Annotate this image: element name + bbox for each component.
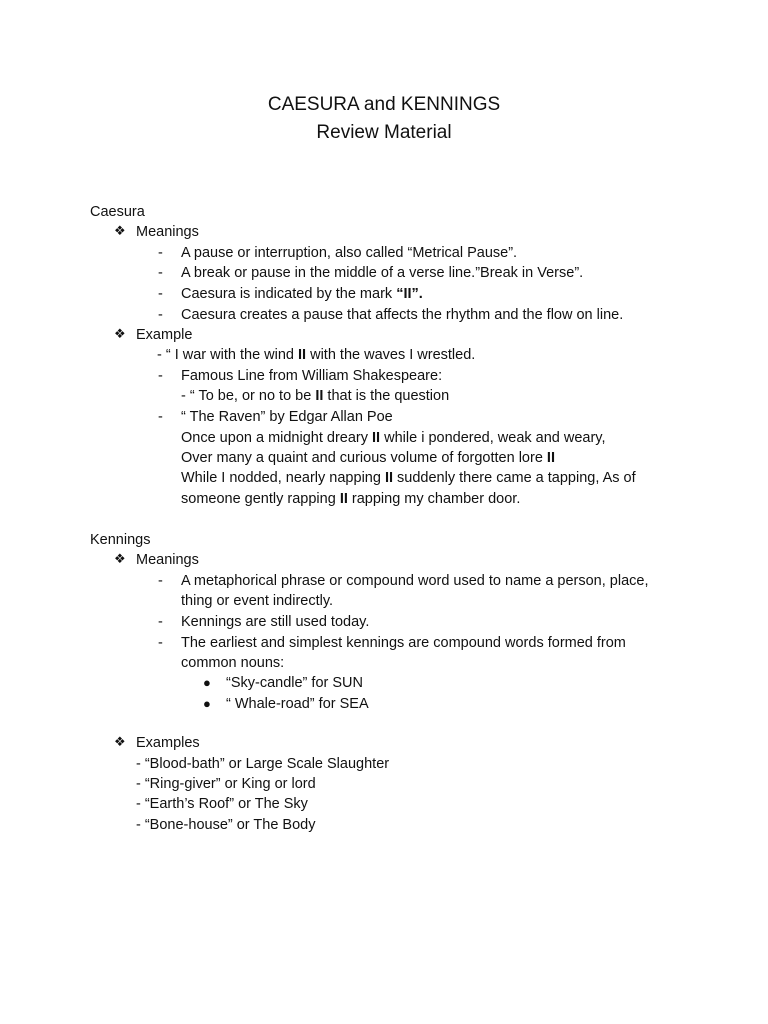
caesura-heading: Caesura xyxy=(90,204,145,220)
kenning-bullet-1: “Sky-candle” for SUN xyxy=(226,675,363,691)
raven-line-4: someone gently rapping II rapping my chamber door. xyxy=(181,491,521,507)
kennings-meaning-3b: common nouns: xyxy=(181,655,285,671)
diamond-bullet-icon: ❖ xyxy=(114,326,126,341)
dash-bullet: - xyxy=(158,265,163,281)
caesura-meaning-1: A pause or interruption, also called “Metrical Pause”. xyxy=(181,245,518,261)
round-bullet-icon: ● xyxy=(203,696,211,711)
dash-bullet: - xyxy=(158,368,163,384)
kenning-example-3: - “Earth’s Roof” or The Sky xyxy=(136,796,308,812)
kennings-meaning-2: Kennings are still used today. xyxy=(181,614,370,630)
round-bullet-icon: ● xyxy=(203,675,211,690)
caesura-meaning-4: Caesura creates a pause that affects the rhythm and the flow on line. xyxy=(181,307,624,323)
kennings-meanings-label: Meanings xyxy=(136,552,199,568)
dash-bullet: - xyxy=(158,635,163,651)
caesura-meaning-2: A break or pause in the middle of a verse line.”Break in Verse”. xyxy=(181,265,584,281)
dash-bullet: - xyxy=(158,614,163,630)
shakespeare-intro: Famous Line from William Shakespeare: xyxy=(181,368,443,384)
kenning-example-1: - “Blood-bath” or Large Scale Slaughter xyxy=(136,756,390,772)
raven-line-3: While I nodded, nearly napping II suddenly there came a tapping, As of xyxy=(181,470,636,486)
kenning-bullet-2: “ Whale-road” for SEA xyxy=(226,696,369,712)
kenning-example-2: - “Ring-giver” or King or lord xyxy=(136,776,316,792)
dash-bullet: - xyxy=(158,245,163,261)
diamond-bullet-icon: ❖ xyxy=(114,223,126,238)
shakespeare-line: - “ To be, or no to be II that is the question xyxy=(181,388,450,404)
kenning-example-4: - “Bone-house” or The Body xyxy=(136,817,316,833)
caesura-mark: “II”. xyxy=(396,286,423,302)
caesura-example-label: Example xyxy=(136,327,193,343)
document-title: CAESURA and KENNINGS xyxy=(267,94,501,115)
dash-bullet: - xyxy=(158,573,163,589)
document-subtitle: Review Material xyxy=(316,122,452,143)
kennings-heading: Kennings xyxy=(90,532,151,548)
diamond-bullet-icon: ❖ xyxy=(114,551,126,566)
kennings-meaning-1a: A metaphorical phrase or compound word used to name a person, place, xyxy=(181,573,649,589)
caesura-meaning-3: Caesura is indicated by the mark “II”. xyxy=(181,286,423,302)
kennings-meaning-3a: The earliest and simplest kennings are compound words formed from xyxy=(181,635,626,651)
caesura-example-1: - “ I war with the wind II with the waves I wrestled. xyxy=(157,347,476,363)
dash-bullet: - xyxy=(158,286,163,302)
diamond-bullet-icon: ❖ xyxy=(114,734,126,749)
dash-bullet: - xyxy=(158,409,163,425)
dash-bullet: - xyxy=(158,307,163,323)
raven-line-1: Once upon a midnight dreary II while i pondered, weak and weary, xyxy=(181,430,606,446)
raven-line-2: Over many a quaint and curious volume of forgotten lore II xyxy=(181,450,555,466)
kennings-examples-label: Examples xyxy=(136,735,200,751)
raven-intro: “ The Raven” by Edgar Allan Poe xyxy=(181,409,393,425)
kennings-meaning-1b: thing or event indirectly. xyxy=(181,593,334,609)
caesura-meanings-label: Meanings xyxy=(136,224,199,240)
